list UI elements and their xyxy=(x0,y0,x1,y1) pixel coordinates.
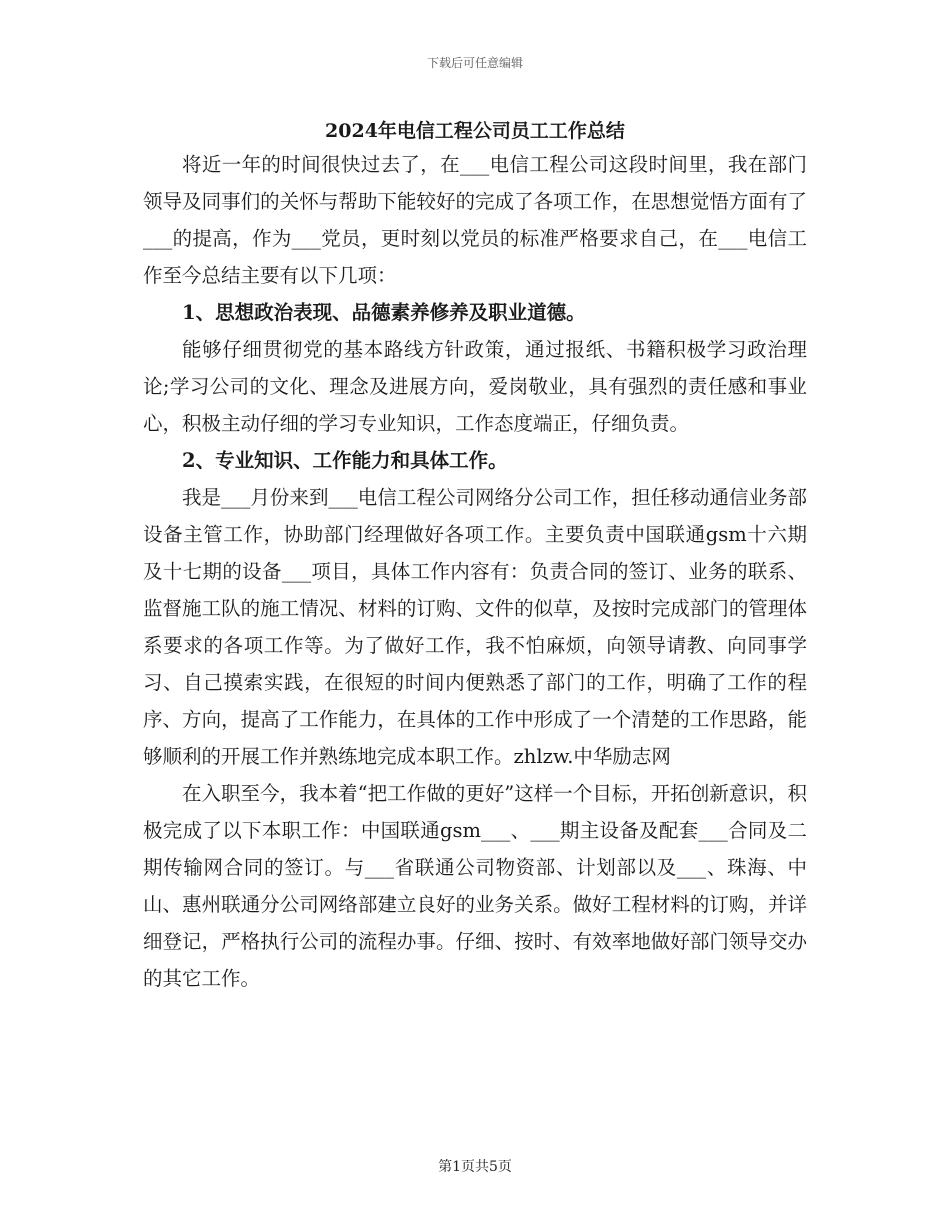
section-heading-2: 2、专业知识、工作能力和具体工作。 xyxy=(182,449,508,472)
intro-paragraph: 将近一年的时间很快过去了，在___电信工程公司这段时间里，我在部门领导及同事们的关怀与帮助下能较好的完成了各项工作，在思想觉悟方面有了___的提高，作为___党员，更时刻以党员的标准严格要求自己，在___电信工作至今总结主要有以下几项： xyxy=(143,153,807,287)
document-body xyxy=(143,146,807,997)
header-note: 下载后可任意编辑 xyxy=(426,56,523,70)
section-2-paragraph-1: 我是___月份来到___电信工程公司网络分公司工作，担任移动通信业务部设备主管工作，协助部门经理做好各项工作。主要负责中国联通gsm十六期及十七期的设备___项目，具体工作内容有：负责合同的签订、业务的联系、监督施工队的施工情况、材料的订购、文件的似草，及按时完成部门的管理体系要求的各项工作等。为了做好工作，我不怕麻烦，向领导请教、向同事学习、自己摸索实践，在很短的时间内便熟悉了部门的工作，明确了工作的程序、方向，提高了工作能力，在具体的工作中形成了一个清楚的工作思路，能够顺利的开展工作并熟练地完成本职工作。zhlzw.中华励志网 xyxy=(143,486,807,768)
section-2-paragraph-2: 在入职至今，我本着“把工作做的更好”这样一个目标，开拓创新意识，积极完成了以下本职工作：中国联通gsm___、___期主设备及配套___合同及二期传输网合同的签订。与___省联通公司物资部、计划部以及___、珠海、中山、惠州联通分公司网络部建立良好的业务关系。做好工程材料的订购，并详细登记，严格执行公司的流程办事。仔细、按时、有效率地做好部门领导交办的其它工作。 xyxy=(143,782,807,990)
section-heading-1: 1、思想政治表现、品德素养修养及职业道德。 xyxy=(182,301,586,324)
document-title: 2024年电信工程公司员工工作总结 xyxy=(325,120,625,142)
page-footer: 第1页共5页 xyxy=(438,1159,512,1175)
section-1-paragraph: 能够仔细贯彻党的基本路线方针政策，通过报纸、书籍积极学习政治理论;学习公司的文化、理念及进展方向，爱岗敬业，具有强烈的责任感和事业心，积极主动仔细的学习专业知识，工作态度端正，仔细负责。 xyxy=(143,338,807,435)
